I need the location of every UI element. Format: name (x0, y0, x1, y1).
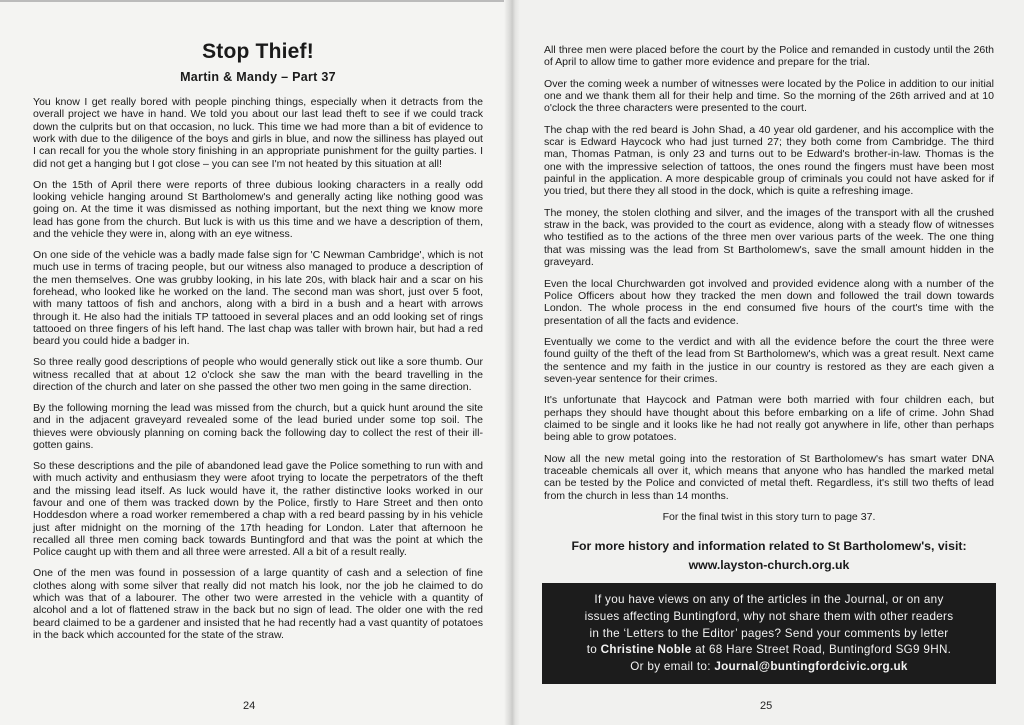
paragraph: You know I get really bored with people pinching things, especially when it detracts from the overall project we have in hand. We told you about our last lead theft to see if we could track down the culprits but on that occasion, no luck. This time we had more than a bit of evidence to work with due to the diligence of the boys and girls in blue, and now the silliness has played out I can recall for you the whole story finishing in an appropriate punishment for the guilty parties. I did not get a hanging but I got close – you can see I'm not heated by this situation at all! (33, 96, 483, 170)
box-line: in the ‘Letters to the Editor’ pages? Send your comments by letter (589, 626, 949, 640)
paragraph: One of the men was found in possession of a large quantity of cash and a selection of fine clothes along with some silver that really did not match his look, nor the job he claimed to do which was that of a labourer. The other two were arrested in the vehicle with a quantity of alcohol and a lot of flattened straw in the back but no sign of lead. The older one with the red beard claimed to be a gardener and insisted that he had recently had a vast quantity of potatoes in the back which accounted for the state of the straw. (33, 567, 483, 641)
page-number: 24 (243, 700, 256, 712)
box-line: If you have views on any of the articles in the Journal, or on any (594, 593, 944, 606)
paragraph: All three men were placed before the court by the Police and remanded in custody until the 26th of April to allow time to gather more evidence and prepare for the trial. (544, 44, 994, 69)
promo-text: For more history and information related to St Bartholomew's, visit: (571, 539, 967, 553)
article-subtitle: Martin & Mandy – Part 37 (180, 70, 336, 84)
website-link[interactable]: www.layston-church.org.uk (688, 558, 850, 572)
box-text: Or by email to: (630, 660, 715, 674)
paragraph: By the following morning the lead was missed from the church, but a quick hunt around the site and in the adjacent graveyard revealed some of the lead buried under some top soil. The thieves were obviously planning on coming back the following day to collect the rest of their ill-gotten gains. (33, 401, 483, 451)
right-page (512, 0, 1024, 725)
box-line (550, 642, 988, 659)
paragraph: Even the local Churchwarden got involved and provided evidence along with a number of the Police Officers about how they tracked the men down and followed the trail down towards London. The whole process in the end consumed five hours of the court's time with the presentation of all the facts and evidence. (544, 277, 994, 327)
paragraph: On one side of the vehicle was a badly made false sign for 'C Newman Cambridge', which is not much use in terms of tracing people, but our witness also managed to produce a description of the men themselves. One was grubby looking, in his late 20s, with black hair and a scar on his forehead, who looked like he worked on the land. The second man was short, just over 5 foot, with many tattoos of fish and anchors, along with a bird in a bush and a heart with arrows through it. He also had the initials TP tattooed in several places and an odd looking set of rings tattooed on three fingers of his left hand. The last chap was taller with brown hair, but had a red beard you could hide a badger in. (33, 248, 483, 348)
article-title: Stop Thief! (202, 40, 314, 63)
editor-address: at 68 Hare Street Road, Buntingford SG9 9HN. (691, 643, 952, 657)
paragraph: It's unfortunate that Haycock and Patman were both married with four children each, but perhaps they should have thought about this before embarking on a life of crime. John Shad claimed to be single and it looks like he had not really got anywhere in life, other than perhaps being able to grow potatoes. (544, 394, 994, 444)
paragraph: Now all the new metal going into the restoration of St Bartholomew's has smart water DNA traceable chemicals all over it, which means that anyone who has handled the marked metal can be tested by the Police and convicted of metal theft. Regardless, it's still two thefts of lead from the church in less than 14 months. (544, 452, 994, 502)
paragraph: Over the coming week a number of witnesses were located by the Police in addition to our initial one and we thank them all for their help and time. So the morning of the 26th arrived and at 10 o'clock the three characters were presented to the court. (544, 77, 994, 115)
promo-block (544, 537, 994, 575)
paragraph: Eventually we come to the verdict and with all the evidence before the court the three were found guilty of the theft of the lead from St Bartholomew's, which was a great result. Next came the sentence and my faith in the justice in our country is restored as they are each given a seven-year sentence for their crimes. (544, 335, 994, 385)
paragraph: So three really good descriptions of people who would generally stick out like a sore thumb. Our witness recalled that at about 12 o'clock she saw the man with the beard travelling in the direction of the church and later on she passed the other two men going in the same direction. (33, 356, 483, 393)
letters-box (542, 583, 996, 684)
paragraph: So these descriptions and the pile of abandoned lead gave the Police something to run with and with much activity and enthusiasm they were afoot trying to locate the perpetrators of the theft and the missing lead itself. As luck would have it, the rather distinctive looks worked in our favour and one of them was tracked down by the Police, firstly to Hare Street and then onto Hoddesdon where a road worker remembered a chap with a red beard passing by in his vehicle just after midnight on the morning of the 17th heading for London. Later that afternoon he recalled all three men coming back towards Buntingford and that was the point at which the Police caught up with them and all three were arrested. All a bit of a result really. (33, 459, 483, 559)
box-line (550, 659, 988, 676)
email-link[interactable]: Journal@buntingfordcivic.org.uk (714, 660, 908, 674)
continuation-note: For the final twist in this story turn to page 37. (662, 511, 876, 523)
paragraph: The chap with the red beard is John Shad, a 40 year old gardener, and his accomplice with the scar is Edward Haycock who had just turned 27; they both come from Cambridge. The third man, Thomas Patman, is only 23 and turns out to be Edward's brother-in-law. Thomas is the one with the impressive selection of tattoos, the ones round the fingers must have been most painful in the application. A more despicable group of criminals you could not have asked for if you tried, but there they all stood in the dock, which is quite a refreshing image. (544, 123, 994, 198)
box-line: issues affecting Buntingford, why not share them with other readers (584, 609, 954, 623)
paragraph: On the 15th of April there were reports of three dubious looking characters in a really odd looking vehicle hanging around St Bartholomew's and generally acting like nothing good was going on. At the time it was dismissed as nothing important, but the next thing we know more lead has gone from the church. But luck is with us this time and we have a description of them, and the vehicle they were in, along with an eye witness. (33, 178, 483, 241)
page-number: 25 (760, 700, 773, 712)
box-text: to (586, 643, 601, 657)
page-gutter (504, 0, 520, 725)
left-page (0, 0, 510, 725)
paragraph: The money, the stolen clothing and silver, and the images of the transport with all the crushed straw in the back, was provided to the court as evidence, along with a steady flow of witnesses who testified as to the actions of the three men over various parts of the week. The one thing that was missing was the lead from St Bartholomew's, save the small amount hidden in the graveyard. (544, 206, 994, 269)
editor-name: Christine Noble (600, 643, 692, 657)
